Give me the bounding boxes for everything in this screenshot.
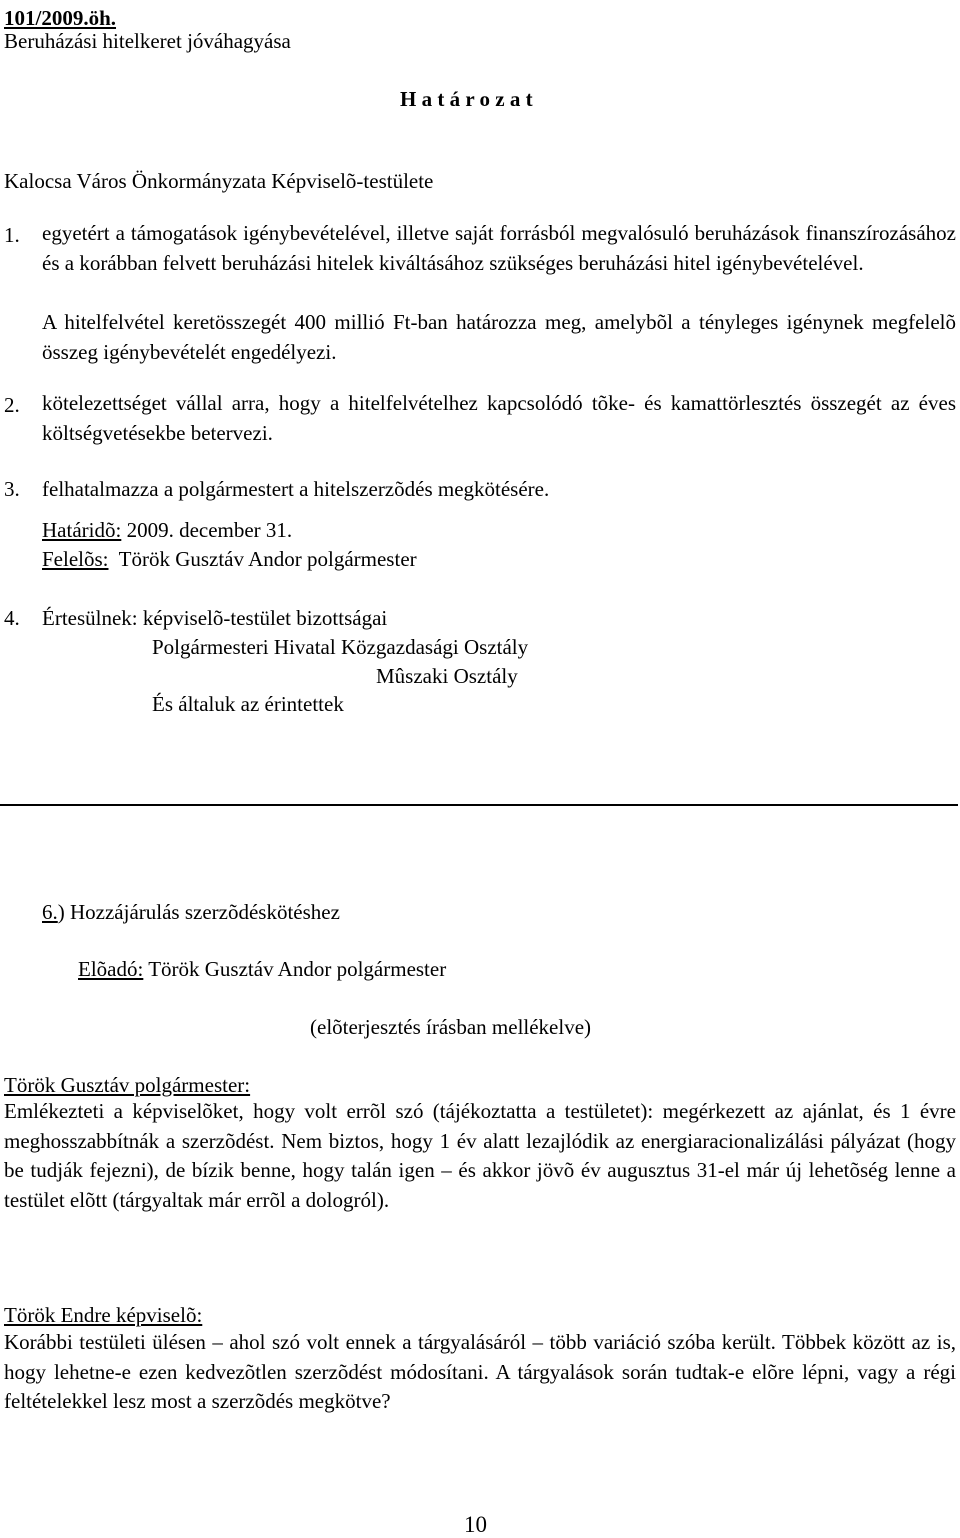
item-1-text-2: A hitelfelvétel keretösszegét 400 millió Ft-ban határozza meg, amelybõl a tényleges igénynek megfelelõ összeg igénybevételét engedélyezi.: [42, 310, 956, 364]
responsible-value: Török Gusztáv Andor polgármester: [108, 547, 417, 571]
item-number: 1.: [4, 223, 20, 247]
agenda-item-heading: [42, 899, 340, 925]
speaker-name: Török Gusztáv polgármester:: [4, 1073, 251, 1097]
responsible-label: Felelõs:: [42, 547, 109, 571]
recipients-label: Értesülnek:: [42, 606, 138, 630]
presenter-label: Elõadó:: [78, 957, 144, 981]
item-1-text: egyetért a támogatások igénybevételével, illetve saját forrásból megvalósuló beruházások finanszírozásához és a korábban felvett beruházási hitelek kiváltásához szükséges beruházási hitel igénybevételével.: [42, 221, 956, 275]
presenter-line: [78, 956, 446, 982]
recipient: Polgármesteri Hivatal Közgazdasági Osztály: [152, 635, 529, 659]
resolution-title: H a t á r o z a t: [400, 87, 533, 111]
item-number: 2.: [4, 393, 20, 417]
recipients-line: [42, 605, 387, 631]
agenda-item-title: ) Hozzájárulás szerzõdéskötéshez: [57, 900, 340, 924]
speaker-name: Török Endre képviselõ:: [4, 1303, 203, 1327]
section-divider: [0, 804, 958, 806]
deadline-label: Határidõ:: [42, 518, 122, 542]
document-reference: 101/2009.öh.: [4, 6, 117, 30]
recipient: képviselõ-testület bizottságai: [137, 606, 388, 630]
attachment-note: (elõterjesztés írásban mellékelve): [310, 1015, 592, 1039]
deadline-value: 2009. december 31.: [121, 518, 293, 542]
speech-text: Emlékezteti a képviselõket, hogy volt errõl szó (tájékoztatta a testületet): megérkezett az ajánlat, és 1 évre meghosszabbítnák a szerzõdést. Nem biztos, hogy 1 év alatt lezajlódik az energiaracionalizálási pályázat (hogy be tudják fejezni), de bízik benne, hogy talán igen – és akkor jövõ év augusztus 31-el már új lehetõség lenne a testület elõtt (tárgyaltak már errõl a dologról).: [4, 1099, 956, 1212]
agenda-item-number: 6.: [42, 900, 58, 924]
speech-text: Korábbi testületi ülésen – ahol szó volt ennek a tárgyalásáról – több variáció szóba került. Többek között az is, hogy lehetne-e ezen kedvezõtlen szerzõdést módosítani. A tárgyalások során tudtak-e elõre lépni, vagy a régi feltételekkel lesz most a szerzõdés megkötve?: [4, 1330, 956, 1413]
item-number: 4.: [4, 606, 20, 630]
resolution-body: Kalocsa Város Önkormányzata Képviselõ-testülete: [4, 169, 434, 193]
item-number: 3.: [4, 477, 20, 501]
responsible-line: [42, 546, 417, 572]
document-subject: Beruházási hitelkeret jóváhagyása: [4, 29, 291, 53]
item-2-text: kötelezettséget vállal arra, hogy a hitelfelvételhez kapcsolódó tõke- és kamattörlesztés összegét az éves költségvetésekbe betervezi.: [42, 391, 956, 445]
deadline-line: [42, 517, 292, 543]
item-3-text: felhatalmazza a polgármestert a hitelszerzõdés megkötésére.: [42, 477, 550, 501]
recipient: És általuk az érintettek: [152, 692, 344, 716]
recipient: Mûszaki Osztály: [376, 664, 518, 688]
presenter-value: Török Gusztáv Andor polgármester: [143, 957, 447, 981]
page-number: 10: [464, 1512, 487, 1537]
